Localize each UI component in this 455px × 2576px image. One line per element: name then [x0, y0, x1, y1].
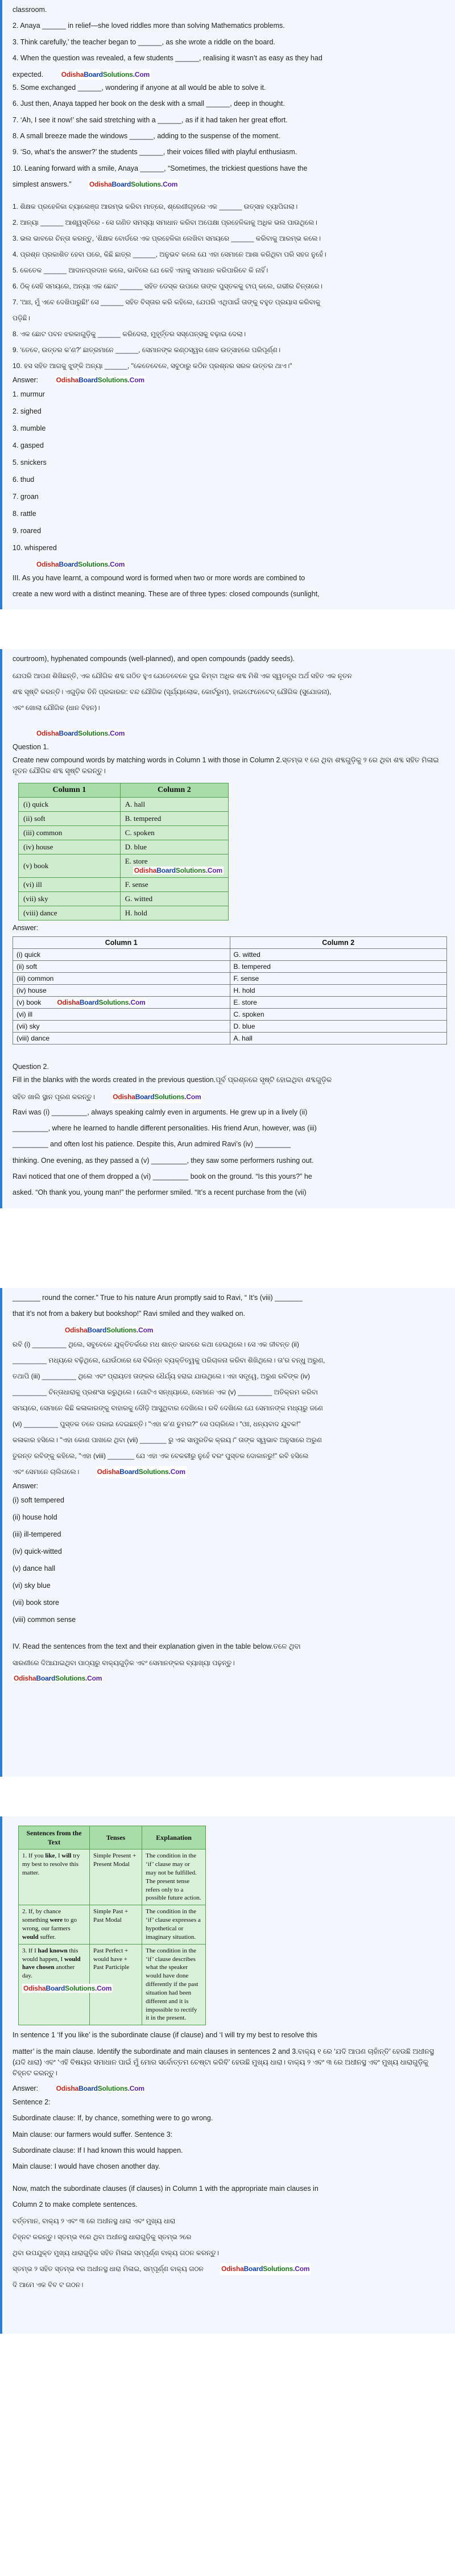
odia-line: 8. ଏକ ଛୋଟ ପବନ ଝରକାଗୁଡ଼ିକୁ ______ କରିଦେଲା, ମୁହୂର୍ତ୍ତର ସସ୍ପେନ୍ସକୁ ବଢ଼ାଇ ଦେଲା। [13, 329, 246, 338]
passage-line: _______ round the corner.” True to his nature Arun promptly said to Ravi, “ It’s (viii) _______ [13, 1293, 303, 1302]
table-row [13, 996, 447, 1008]
odia-line: 5. କେତେକ ______ ଆଦାନପ୍ରଦାନ କଲେ, ଭାବିଲେ ଯେ କେହି ଏହାକୁ ସମାଧାନ କରିପାରିବେ କି ନାହିଁ। [13, 266, 268, 274]
answer-item: 3. mumble [13, 424, 46, 432]
question1-text-od: ସ୍ତମ୍ଭ ୧ ରେ ଥିବା ଶବ୍ଦଗୁଡ଼ିକୁ ୨ ରେ ଥିବା ଶବ୍ଦ ସହିତ ମିଳାଇ ନୂତନ ଯୌଗିକ ଶବ୍ଦ ସୃଷ୍ଟି କରନ୍ତୁ। [13, 756, 439, 775]
cell-column1: (ii) soft [19, 811, 121, 825]
table-row [19, 1905, 206, 1944]
cell-tense: Simple Present + Present Modal [90, 1850, 142, 1905]
odia-passage-line: କଳାକାର ହସିଲେ। "ଏହା କୋଣ ପାଖରେ ଥିବା (vii) _______ ରୁ ଏକ ସାମ୍ପ୍ରତିକ କ୍ରୟ।" ତାଙ୍କ ସ୍ୱଭାବ ଅନୁସାରେ ଅରୁଣ [13, 1435, 322, 1444]
column-header: Column 1 [19, 783, 121, 797]
table-row [13, 984, 447, 996]
passage-line: Ravi noticed that one of them dropped a (vi) _________ book on the ground. “Is this yours?” he [13, 1173, 312, 1180]
blank-line: 3. Think carefully,’ the teacher began to ______, as she wrote a riddle on the board. [13, 38, 275, 46]
odia-line: ଏବଂ ଖୋଲା ଯୌଗିକ (ଧାନ ବିହନ)। [13, 703, 100, 712]
cell-explanation: The condition in the ‘if’ clause may or may not be fulfilled. The present tense refers only to a possible future action. [142, 1850, 206, 1905]
watermark-logo-block [13, 1673, 447, 1683]
odia-line: 2. ଆନ୍ୟା ______ ଆଶ୍ୱସ୍ତିରେ - ସେ ଗଣିତ ସମସ୍ୟା ସମାଧାନ କରିବା ଅପେକ୍ଷା ପ୍ରହେଳିକାକୁ ଅଧିକ ଭଲ ପାଉଥିଲେ। [13, 218, 317, 226]
watermark-logo: OdishaBoardSolutions.Com [65, 1326, 154, 1334]
cell-sentence: 2. If, by chance something were to go wrong, our farmers would suffer. [19, 1905, 90, 1944]
cell-tense: Past Perfect + would have + Past Participle [90, 1944, 142, 2025]
table-row [13, 948, 447, 960]
odia-passage-line: ତୁରନ୍ତ ରବିଙ୍କୁ କହିଲେ, "ଏହା (viii) _______ ଯେ ଏହା ଏକ ବେକରୀରୁ ନୁହେଁ ବରଂ ପୁସ୍ତକ ଦୋକାନରୁ!" ରବି ହସିଲେ [13, 1451, 309, 1460]
question2-text-od: ପୂର୍ବ ପ୍ରଶ୍ନରେ ସୃଷ୍ଟି ହୋଇଥିବା ଶବ୍ଦଗୁଡ଼ିକ [216, 1076, 332, 1084]
table-row [19, 1944, 206, 2025]
cell-column2: B. tempered [230, 960, 447, 972]
section-gap [0, 1208, 455, 1288]
table-row [19, 797, 229, 811]
section4-intro [13, 1641, 447, 1652]
cell-column1: (iv) house [13, 984, 230, 996]
answer-line: Subordinate clause: If I had known this would happen. [13, 2146, 183, 2154]
cell-column1: (viii) dance [19, 906, 121, 920]
watermark-logo: OdishaBoardSolutions.Com [36, 560, 125, 568]
cell-column1: (iii) common [13, 972, 230, 984]
cell-column2: H. hold [120, 906, 228, 920]
answer-item: 9. roared [13, 526, 42, 535]
cell-explanation: The condition in the ‘if’ clause describes what the speaker would have done differently if the past situation had been different and it is impossible to rectify it in the present. [142, 1944, 206, 2025]
cell-column1: (iv) house [19, 840, 121, 854]
answer-item: (vi) sky blue [13, 1581, 51, 1590]
odia-passage-line: ଏବଂ ସେମାନେ ଚାଲିଗଲେ। OdishaBoardSolutions.Com [13, 1466, 447, 1478]
section-passage-answers [0, 1288, 455, 1777]
blank-line-with-watermark [13, 69, 447, 80]
column-match-table [18, 783, 229, 920]
cell-column2: F. sense [120, 877, 228, 891]
watermark-logo-block [64, 1325, 447, 1335]
passage-line: thinking. One evening, as they passed a (v) _________, they saw some performers rushing out. [13, 1156, 314, 1165]
answer-line: Subordinate clause: If, by chance, something were to go wrong. [13, 2114, 213, 2123]
section-tenses [0, 1817, 455, 2334]
column-header-sentences: Sentences from the Text [19, 1826, 90, 1849]
odia-line: 1. ଶିକ୍ଷକ ପ୍ରହେଳିକା ଚ୍ୟାଲେଞ୍ଜ ଆରମ୍ଭ କରିବା ମାତ୍ରେ, ଶ୍ରେଣୀଗୃହରେ ଏକ ______ ଉତ୍ସାହ ବ୍ୟାପିଗଲା। [13, 202, 298, 210]
closing-line: Column 2 to make complete sentences. [13, 2201, 138, 2209]
answer-label: Answer: OdishaBoardSolutions.Com [13, 375, 144, 384]
watermark-logo: OdishaBoardSolutions.Com [111, 1091, 202, 1103]
table-row [19, 811, 229, 825]
closing-od-line: ଦି ଆମେ ଏକ ବିବ ଟ ଗଠନ। [13, 2281, 84, 2289]
odia-passage-line: _________ ଚିନ୍ତାଧାରାକୁ ପ୍ରଶଂସା କରୁଥିଲେ। ଗୋଟିଏ ସନ୍ଧ୍ୟାରେ, ସେମାନେ ଏକ (v) _________ ଅତିକ୍ରମ କରିବା [13, 1388, 318, 1396]
section-gap [0, 1777, 455, 1817]
question1-text [13, 755, 447, 777]
watermark-logo: OdishaBoardSolutions.Com [57, 998, 146, 1006]
cell-sentence: 3. If I had known this would happen, I would have chosen another day. OdishaBoardSolutions.Com [19, 1944, 90, 2025]
blank-line: 4. When the question was revealed, a few students ______, realising it wasn’t as easy as they had [13, 54, 322, 63]
cell-column1: (vi) ill [19, 877, 121, 891]
section-compound-words [0, 649, 455, 1208]
cell-column2: D. blue [120, 840, 228, 854]
para-line: matter’ is the main clause. Identify the subordinate and main clauses in sentences 2 and 3.ବାକ୍ୟ ୧ ରେ ‘ଯଦି ଆପଣ ଚାହାଁନ୍ତି’ ହେଉଛି ଅଧୀନସ୍ଥ (ଯଦି ଧାରା) ଏବଂ ‘ଏହି ବିଷୟର ସମାଧାନ ପାଇଁ ମୁଁ ମୋର ସର୍ବୋତ୍ତମ ଚେଷ୍ଟା କରିବି’ ହେଉଛି ମୁଖ୍ୟ ଧାରା। ବାକ୍ୟ ୨ ଏବଂ ୩ ରେ ଅଧୀନସ୍ଥ ଏବଂ ମୁଖ୍ୟ ଧାରାଗୁଡ଼ିକୁ ଚିହ୍ନଟ କରନ୍ତୁ। [13, 2047, 435, 2078]
answer-item: 7. groan [13, 492, 39, 501]
blank-line: 6. Just then, Anaya tapped her book on the desk with a small ______, deep in thought. [13, 100, 285, 108]
answer-label: Answer: [13, 923, 39, 932]
watermark-logo-block [22, 1984, 112, 1993]
odia-line: 4. ପ୍ରଶ୍ନ ପ୍ରକାଶିତ ହେବା ପରେ, କିଛି ଛାତ୍ର ______, ଅନୁଭବ କଲେ ଯେ ଏହା ସେମାନେ ଆଶା କରିଥିବା ପରି ସହଜ ନୁହେଁ। [13, 250, 326, 258]
section-gap [0, 609, 455, 649]
watermark-logo: OdishaBoardSolutions.Com [96, 1466, 187, 1478]
blank-line: 2. Anaya ______ in relief—she loved riddles more than solving Mathematics problems. [13, 22, 285, 30]
section4-intro-od-cont: ସାରଣୀରେ ଦିଆଯାଇଥିବା ପାଠ୍ୟରୁ ବାକ୍ୟଗୁଡ଼ିକ ଏବଂ ସେମାନଙ୍କର ବ୍ୟାଖ୍ୟା ପଢ଼ନ୍ତୁ। [13, 1658, 235, 1667]
watermark-logo: OdishaBoardSolutions.Com [56, 2084, 144, 2092]
passage-line: asked. “Oh thank you, young man!” the performer smiled. “It’s a recent purchase from the (vii) [13, 1188, 307, 1197]
cell-column2: A. hall [120, 797, 228, 811]
tenses-table [18, 1826, 206, 2025]
answer-item: 2. sighed [13, 407, 42, 415]
cell-column1: (v) book [19, 854, 121, 877]
watermark-logo: OdishaBoardSolutions.Com [220, 2263, 311, 2275]
cell-column2: E. store [230, 996, 447, 1008]
answer-item: (i) soft tempered [13, 1496, 65, 1504]
blank-area [13, 2295, 447, 2329]
watermark-logo: OdishaBoardSolutions.Com [36, 729, 125, 737]
section-fill-in-the-blanks [0, 0, 455, 609]
section4-intro-od: ତଳେ ଥିବା [273, 1642, 301, 1650]
cell-column2: C. spoken [120, 825, 228, 840]
compound-intro-cont: courtroom), hyphenated compounds (well-planned), and open compounds (paddy seeds). [13, 655, 295, 663]
table-row [13, 972, 447, 984]
blank-line: 10. Leaning forward with a smile, Anaya ______, “Sometimes, the trickiest questions have the [13, 164, 308, 172]
blank-line-text: simplest answers.” [13, 180, 72, 189]
compound-intro-line: III. As you have learnt, a compound word is formed when two or more words are combined to [13, 573, 305, 582]
answer-line: Main clause: our farmers would suffer. Sentence 3: [13, 2130, 173, 2139]
cell-sentence: 1. If you like, I will try my best to resolve this matter. [19, 1850, 90, 1905]
table-row [19, 877, 229, 891]
cell-column1: (i) quick [19, 797, 121, 811]
answer-item: (iii) ill-tempered [13, 1530, 61, 1538]
passage-line: _________, where he learned to handle different personalities. His friend Arun, however, was (iii) [13, 1124, 317, 1132]
cell-column2: E. storeOdishaBoardSolutions.Com [120, 854, 228, 877]
column-header: Column 2 [120, 783, 228, 797]
answer-item: 10. whispered [13, 543, 57, 552]
table-row [19, 1850, 206, 1905]
watermark-logo-block [35, 728, 447, 738]
closing-od-line: ବର୍ତ୍ତମାନ, ବାକ୍ୟ ୨ ଏବଂ ୩ ରେ ଅଧୀନସ୍ଥ ଧାରା ଏବଂ ମୁଖ୍ୟ ଧାରା [13, 2217, 176, 2226]
odia-passage-line: _________ ମଧ୍ୟରେ ବଢ଼ିଥିଲେ, ଯେଉଁଠାରେ ସେ ବିଭିନ୍ନ ବ୍ୟକ୍ତିତ୍ୱକୁ ପରିଚାଳନା କରିବା ଶିଖିଥିଲେ। ତା’ର ବନ୍ଧୁ ଅରୁଣ, [13, 1356, 325, 1364]
table-row [19, 906, 229, 920]
compound-intro-line: create a new word with a distinct meaning. These are of three types: closed compounds (sunlight, [13, 589, 320, 598]
odia-line: ଶବ୍ଦ ସୃଷ୍ଟି କରନ୍ତି। ଏଗୁଡ଼ିକ ତିନି ପ୍ରକାରର: ବନ୍ଦ ଯୌଗିକ (ସୂର୍ଯ୍ୟାଲୋକ, କୋର୍ଟରୁମ), ହାଇଫେନେଟେଡ୍ ଯୌଗିକ (ସୁଯୋଜନା), [13, 687, 332, 696]
odia-line: 7. ‘ଆଃ, ମୁଁ ଏବେ ଦେଖିପାରୁଛି!’ ସେ ______ ସହିତ ବିସ୍ତାର କରି କହିଲେ, ଯେପରି ଏଥିପାଇଁ ତାଙ୍କୁ ବହୁତ ପ୍ରୟାସ କରିବାକୁ [13, 298, 321, 306]
question1-label: Question 1. [13, 742, 49, 751]
answer-label: Answer: [13, 1481, 39, 1490]
odia-passage-line: (vi) _________ ପୁସ୍ତକ ତଳେ ପକାଇ ଦେଇଛନ୍ତି। "ଏହା କ’ଣ ତୁମର?" ସେ ପଚାରିଲେ। "ଓଃ, ଧନ୍ୟବାଦ ଯୁବକ!" [13, 1419, 301, 1428]
question2-text-od-cont: ସହିତ ଖାଲି ସ୍ଥାନ ପୂରଣ କରନ୍ତୁ। OdishaBoardSolutions.Com [13, 1091, 447, 1103]
odia-line: 3. ଭଲ ଭାବରେ ଚିନ୍ତା କରନ୍ତୁ, ‘ଶିକ୍ଷକ ବୋର୍ଡରେ ଏକ ପ୍ରହେଳିକା ଲେଖିବା ସମୟରେ ______ କରିବାକୁ ଆରମ୍ଭ କଲେ। [13, 234, 321, 242]
blank-line: 9. ‘So, what’s the answer?’ the students ______, their voices filled with playful enthusiasm. [13, 148, 297, 156]
cell-column2: B. tempered [120, 811, 228, 825]
passage-line: Ravi was (i) _________, always speaking calmly even in arguments. He grew up in a lively (ii) [13, 1108, 308, 1116]
question1-text-en: Create new compound words by matching words in Column 1 with those in Column 2. [13, 756, 282, 764]
answer-line: Main clause: I would have chosen another day. [13, 2162, 160, 2171]
answer-line: Sentence 2: [13, 2098, 51, 2106]
column-header: Column 1 [13, 936, 230, 948]
cell-column1: (vi) ill [13, 1008, 230, 1020]
odia-line: ପଡ଼ିଛି। [13, 313, 30, 322]
odia-line: ଯେପରି ଆପଣ ଶିଖିଛନ୍ତି, ଏକ ଯୌଗିକ ଶବ୍ଦ ଗଠିତ ହୁଏ ଯେତେବେଳେ ଦୁଇ କିମ୍ବା ଅଧିକ ଶବ୍ଦ ମିଶି ଏକ ସ୍ୱତନ୍ତ୍ର ଅର୍ଥ ସହିତ ଏକ ନୂତନ [13, 671, 352, 680]
answer-item: (vii) book store [13, 1598, 59, 1607]
answer-label: Answer: OdishaBoardSolutions.Com [13, 2084, 144, 2092]
odia-line: 10. ହସ ସହିତ ଆଗକୁ ଝୁଙ୍କି ଅନ୍ୟା ______, "କେତେବେଳେ, ସବୁଠାରୁ କଠିନ ପ୍ରଶ୍ନର ସରଳ ଉତ୍ତର ଥାଏ।" [13, 361, 292, 370]
question2-text [13, 1075, 447, 1085]
watermark-logo: OdishaBoardSolutions.Com [14, 1674, 102, 1682]
watermark-logo-block [35, 559, 447, 569]
cell-column1: (v) book OdishaBoardSolutions.Com [13, 996, 230, 1008]
table-row [19, 840, 229, 854]
table-row [13, 1008, 447, 1020]
answer-match-table [13, 936, 447, 1045]
closing-od-line: ସ୍ତମ୍ଭ ୨ ସହିତ ସ୍ତମ୍ଭ ୧ର ଅଧୀନସ୍ଥ ଧାରା ମିଳାଇ, ସମ୍ପୂର୍ଣ୍ଣ ବାକ୍ୟ ଗଠନ OdishaBoardSolutions.Com [13, 2263, 447, 2275]
table-row [13, 1032, 447, 1044]
table-row [13, 1020, 447, 1032]
odia-passage-line: ରବି (i) _________ ଥିଲେ, ସବୁବେଳେ ଯୁକ୍ତିତର୍କରେ ମଧ ଶାନ୍ତ ଭାବରେ କଥା ହେଉଥିଲେ। ସେ ଏକ ଜୀବନ୍ତ (ii) [13, 1340, 299, 1348]
blank-line-with-watermark [13, 179, 447, 190]
column-header-tenses: Tenses [90, 1826, 142, 1849]
cell-column2: G. witted [230, 948, 447, 960]
blank-line-text: expected. [13, 70, 44, 79]
table-row [19, 825, 229, 840]
cell-column1: (vii) sky [19, 891, 121, 906]
blank-line: 7. ‘Ah, I see it now!’ she said stretching with a ______, as if it had taken her great effort. [13, 115, 288, 124]
passage-line: _________ and often lost his patience. Despite this, Arun admired Ravi’s (iv) _________ [13, 1140, 291, 1149]
cell-column1: (viii) dance [13, 1032, 230, 1044]
watermark-logo: OdishaBoardSolutions.Com [60, 69, 151, 80]
question2-text-en: Fill in the blanks with the words created in the previous question. [13, 1076, 216, 1084]
blank-line: 5. Some exchanged ______, wondering if anyone at all would be able to solve it. [13, 83, 266, 92]
watermark-logo: OdishaBoardSolutions.Com [23, 1984, 112, 1993]
blank-line: 8. A small breeze made the windows ______, adding to the suspense of the moment. [13, 132, 280, 140]
column-header: Column 2 [230, 936, 447, 948]
watermark-logo: OdishaBoardSolutions.Com [56, 375, 144, 384]
cell-column1: (iii) common [19, 825, 121, 840]
answer-item: 5. snickers [13, 458, 47, 467]
para-line-od: ବାକ୍ୟ ୧ ରେ ‘ଯଦି ଆପଣ ଚାହାଁନ୍ତି’ ହେଉଛି ଅଧୀନସ୍ଥ (ଯଦି ଧାରା) ଏବଂ ‘ଏହି ବିଷୟର ସମାଧାନ ପାଇଁ ମୁଁ ମୋର ସର୍ବୋତ୍ତମ ଚେଷ୍ଟା କରିବି’ ହେଉଛି ମୁଖ୍ୟ ଧାରା। ବାକ୍ୟ ୨ ଏବଂ ୩ ରେ ଅଧୀନସ୍ଥ ଏବଂ ମୁଖ୍ୟ ଧାରାଗୁଡ଼ିକୁ ଚିହ୍ନଟ କରନ୍ତୁ। [13, 2047, 435, 2078]
table-header-row [19, 1826, 206, 1849]
odia-passage-line: ସମୟରେ, ସେମାନେ କିଛି କଳାକାରଙ୍କୁ ବାହାରକୁ ଦୌଡ଼ି ଆସୁଥିବାର ଦେଖିଲେ। ରବି ଦେଖିଲେ ଯେ ସେମାନଙ୍କ ମଧ୍ୟରୁ ଜଣେ [13, 1403, 323, 1412]
table-row [13, 960, 447, 972]
cell-column2: F. sense [230, 972, 447, 984]
para-line: In sentence 1 ‘If you like’ is the subordinate clause (if clause) and ‘I will try my best to resolve this [13, 2031, 317, 2040]
section4-intro-en: IV. Read the sentences from the text and their explanation given in the table below. [13, 1642, 274, 1650]
table-row [19, 891, 229, 906]
cell-column1: (vii) sky [13, 1020, 230, 1032]
answer-item: 4. gasped [13, 441, 44, 449]
closing-od-line: ଥିବା ଉପଯୁକ୍ତ ମୁଖ୍ୟ ଧାରାଗୁଡ଼ିକ ସହିତ ମିଳାଇ ସମ୍ପୂର୍ଣ୍ଣ ବାକ୍ୟ ଗଠନ କରନ୍ତୁ। [13, 2249, 220, 2257]
closing-line: Now, match the subordinate clauses (if clauses) in Column 1 with the appropriate main clauses in [13, 2184, 318, 2193]
cell-column2: H. hold [230, 984, 447, 996]
cell-tense: Simple Past + Past Modal [90, 1905, 142, 1944]
question2-label: Question 2. [13, 1062, 49, 1071]
answer-item: (ii) house hold [13, 1513, 57, 1521]
cell-column2: G. witted [120, 891, 228, 906]
passage-line: that it’s not from a bakery but bookshop!” Ravi smiled and they walked on. [13, 1310, 246, 1318]
cell-column2: D. blue [230, 1020, 447, 1032]
closing-od-line: ଚିହ୍ନଟ କରନ୍ତୁ। ସ୍ତମ୍ଭ ୧ରେ ଥିବା ଅଧୀନସ୍ଥ ଧାରାଗୁଡ଼ିକୁ ସ୍ତମ୍ଭ ୨ରେ [13, 2233, 192, 2241]
answer-item: (v) dance hall [13, 1564, 56, 1572]
answer-item: (viii) common sense [13, 1615, 76, 1624]
cell-column2: A. hall [230, 1032, 447, 1044]
answer-item: 8. rattle [13, 509, 36, 518]
odia-passage-line: ତଥାପି (iii) _________ ଥିଲେ ଏବଂ ପ୍ରାୟତଃ ତାଙ୍କର ଧୈର୍ଯ୍ୟ ହରାଇ ଯାଉଥିଲେ। ଏହା ସତ୍ତ୍ୱେ, ଅରୁଣ ରବିଙ୍କ (iv) [13, 1372, 311, 1380]
cell-column1: (i) quick [13, 948, 230, 960]
answer-item: 1. murmur [13, 390, 45, 398]
cell-column1: (ii) soft [13, 960, 230, 972]
answer-item: 6. thud [13, 475, 35, 484]
odia-line: 9. ‘ତେବେ, ଉତ୍ତର କ’ଣ?’ ଛାତ୍ରମାନେ ______, ସେମାନଙ୍କ କଣ୍ଠସ୍ୱର ଖେଳ ଉତ୍ସାହରେ ପରିପୂର୍ଣ୍ଣ। [13, 345, 281, 354]
cell-column2: C. spoken [230, 1008, 447, 1020]
cell-explanation: The condition in the ‘if’ clause expresses a hypothetical or imaginary situation. [142, 1905, 206, 1944]
watermark-logo: OdishaBoardSolutions.Com [134, 866, 222, 874]
column-header-explanation: Explanation [142, 1826, 206, 1849]
blank-area [13, 1687, 447, 1772]
table-row [19, 854, 229, 877]
answer-item: (iv) quick-witted [13, 1547, 62, 1555]
odia-line: 6. ଠିକ୍ ସେହି ସମୟରେ, ଅନ୍ୟା ଏକ ଛୋଟ ______ ସହିତ ଡେସ୍କ ଉପରେ ତାଙ୍କ ପୁସ୍ତକକୁ ଟାପ୍ କଲେ, ଗଭୀର ଚିନ୍ତାରେ। [13, 282, 322, 290]
blank-line: classroom. [13, 6, 47, 14]
watermark-logo: OdishaBoardSolutions.Com [88, 179, 179, 190]
table-header-row [13, 936, 447, 948]
table-header-row [19, 783, 229, 797]
